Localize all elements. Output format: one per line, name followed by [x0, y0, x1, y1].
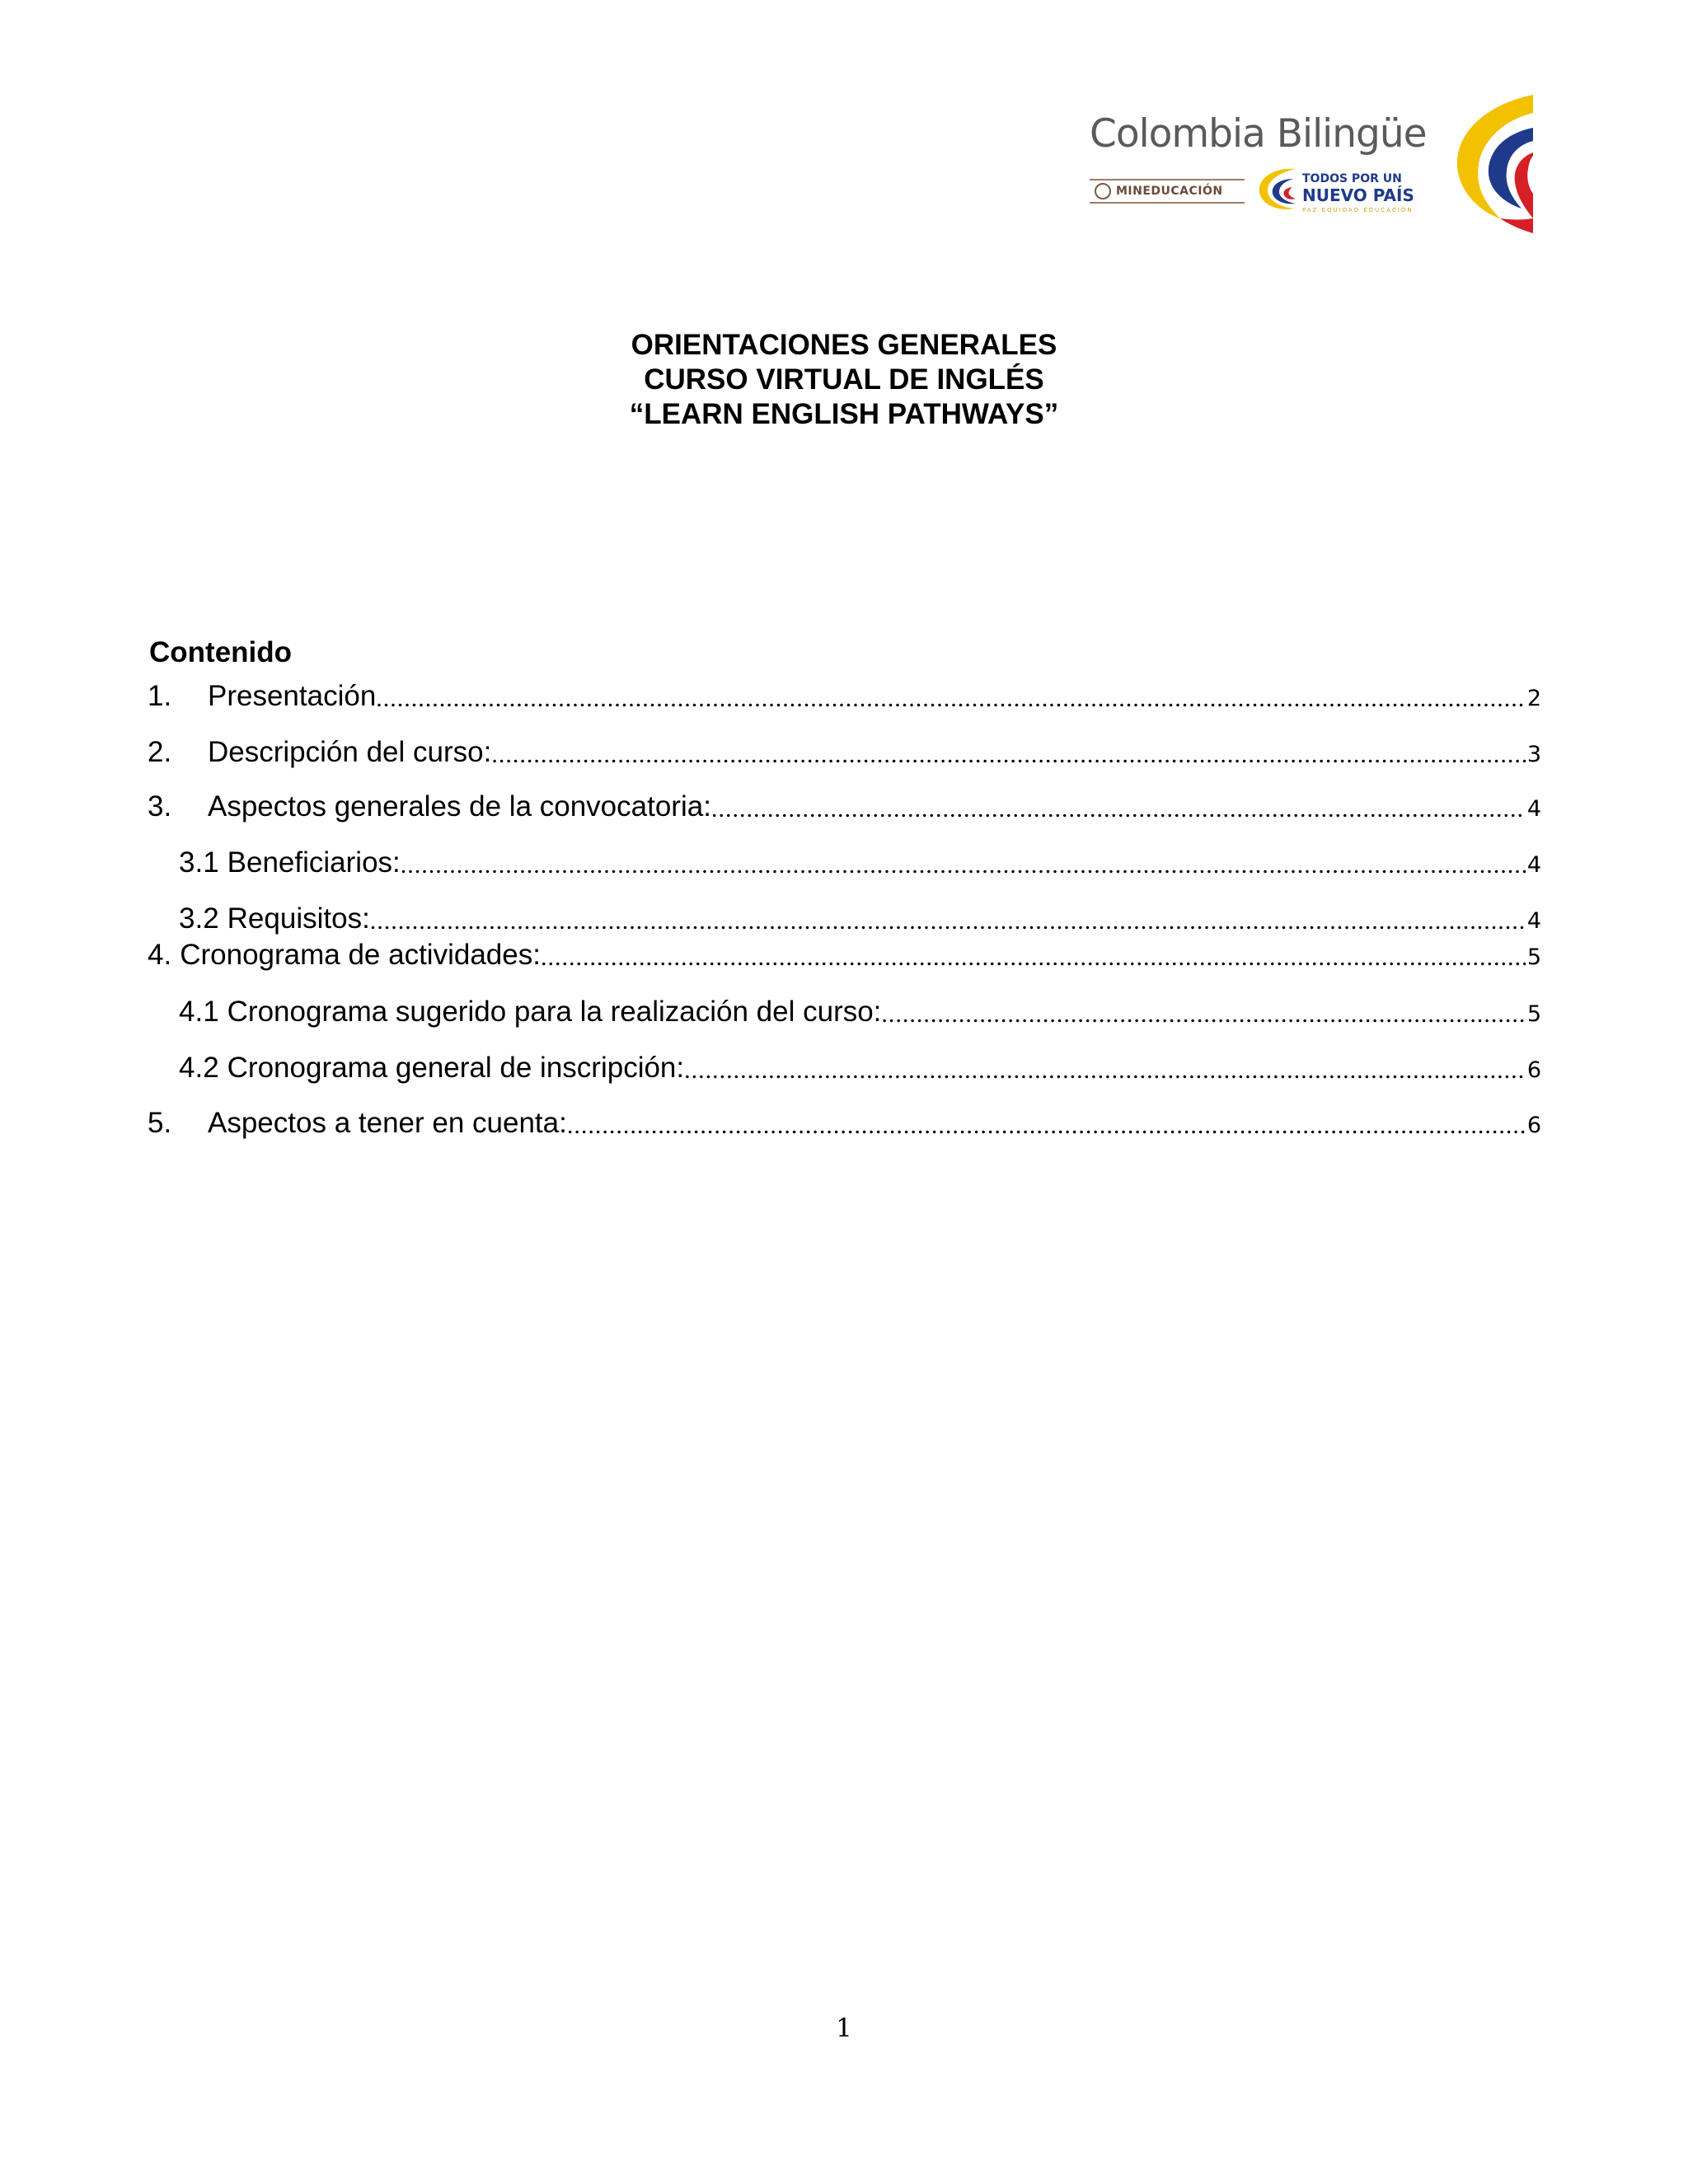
toc-item-number: 3.2 — [179, 902, 219, 935]
mineducacion-logo — [1090, 179, 1245, 204]
flag-ribbon-icon — [1451, 95, 1533, 235]
toc-dot-leader — [881, 998, 1525, 1031]
toc-item-number: 5. — [148, 1107, 172, 1139]
toc-item-page: 4 — [1526, 852, 1541, 878]
slogan-line1: TODOS POR UN — [1302, 172, 1402, 185]
toc-dot-leader — [370, 905, 1526, 938]
seal-icon — [1095, 183, 1111, 199]
toc-item-text: Cronograma sugerido para la realización del curso: — [227, 996, 882, 1028]
toc-item-number: 4.1 — [179, 996, 219, 1028]
toc-item-text: Presentación — [208, 680, 377, 712]
toc-item-page: 2 — [1526, 686, 1541, 711]
toc-item-number: 3. — [148, 790, 172, 823]
slogan-line3: PAZ EQUIDAD EDUCACIÓN — [1302, 207, 1414, 213]
toc-dot-leader — [401, 849, 1526, 882]
toc-dot-leader — [491, 738, 1526, 771]
toc-dot-leader — [541, 941, 1526, 974]
toc-item-text: Beneficiarios: — [227, 846, 401, 879]
toc-item-number: 4.2 — [179, 1052, 219, 1084]
page-number: 1 — [836, 2013, 852, 2043]
toc-item-page: 5 — [1526, 944, 1541, 970]
toc-heading: Contenido — [149, 636, 293, 668]
toc-item-page: 3 — [1526, 742, 1541, 767]
toc-dot-leader — [684, 1054, 1526, 1087]
toc-dot-leader — [711, 793, 1526, 826]
slogan-line2: NUEVO PAÍS — [1302, 185, 1414, 205]
toc-dot-leader — [376, 682, 1526, 715]
toc-item-page: 4 — [1526, 796, 1541, 822]
toc-item-descripcion[interactable] — [0, 733, 1541, 771]
mineducacion-text: MINEDUCACIÓN — [1116, 185, 1223, 198]
title-line-1: ORIENTACIONES GENERALES — [631, 329, 1057, 361]
toc-item-cronograma-inscripcion[interactable] — [0, 1049, 1541, 1087]
toc-item-presentacion[interactable] — [0, 677, 1541, 715]
toc-item-cronograma[interactable] — [0, 936, 1541, 974]
toc-item-page: 5 — [1526, 1001, 1541, 1027]
toc-item-requisitos[interactable] — [0, 900, 1541, 938]
toc-dot-leader — [567, 1109, 1526, 1142]
title-line-3: “LEARN ENGLISH PATHWAYS” — [629, 398, 1059, 430]
toc-item-beneficiarios[interactable] — [0, 844, 1541, 882]
toc-item-text: Requisitos: — [227, 902, 370, 935]
toc-item-cronograma-sugerido[interactable] — [0, 993, 1541, 1031]
logo-title: Colombia Bilingüe — [1090, 111, 1427, 157]
toc-item-page: 4 — [1526, 908, 1541, 934]
toc-item-page: 6 — [1526, 1113, 1541, 1138]
toc-item-text: Cronograma general de inscripción: — [227, 1052, 685, 1084]
todos-por-un-nuevo-pais-logo — [1254, 164, 1414, 222]
toc-item-number: 2. — [148, 736, 172, 768]
toc-item-text: Descripción del curso: — [208, 736, 492, 768]
toc-item-number: 1. — [148, 680, 172, 712]
toc-item-number: 4. — [148, 939, 172, 971]
toc-item-aspectos-generales[interactable] — [0, 788, 1541, 826]
toc-item-text: Aspectos generales de la convocatoria: — [208, 790, 711, 823]
document-title — [0, 328, 1688, 432]
toc-item-aspectos-a-tener[interactable] — [0, 1104, 1541, 1142]
toc-item-text: Aspectos a tener en cuenta: — [208, 1107, 567, 1139]
toc-item-text: Cronograma de actividades: — [180, 939, 541, 971]
toc-item-page: 6 — [1526, 1057, 1541, 1083]
colombia-bilingue-logo — [1022, 87, 1550, 235]
flag-swoosh-icon — [1254, 164, 1301, 213]
toc-item-number: 3.1 — [179, 846, 219, 879]
title-line-2: CURSO VIRTUAL DE INGLÉS — [644, 363, 1044, 396]
